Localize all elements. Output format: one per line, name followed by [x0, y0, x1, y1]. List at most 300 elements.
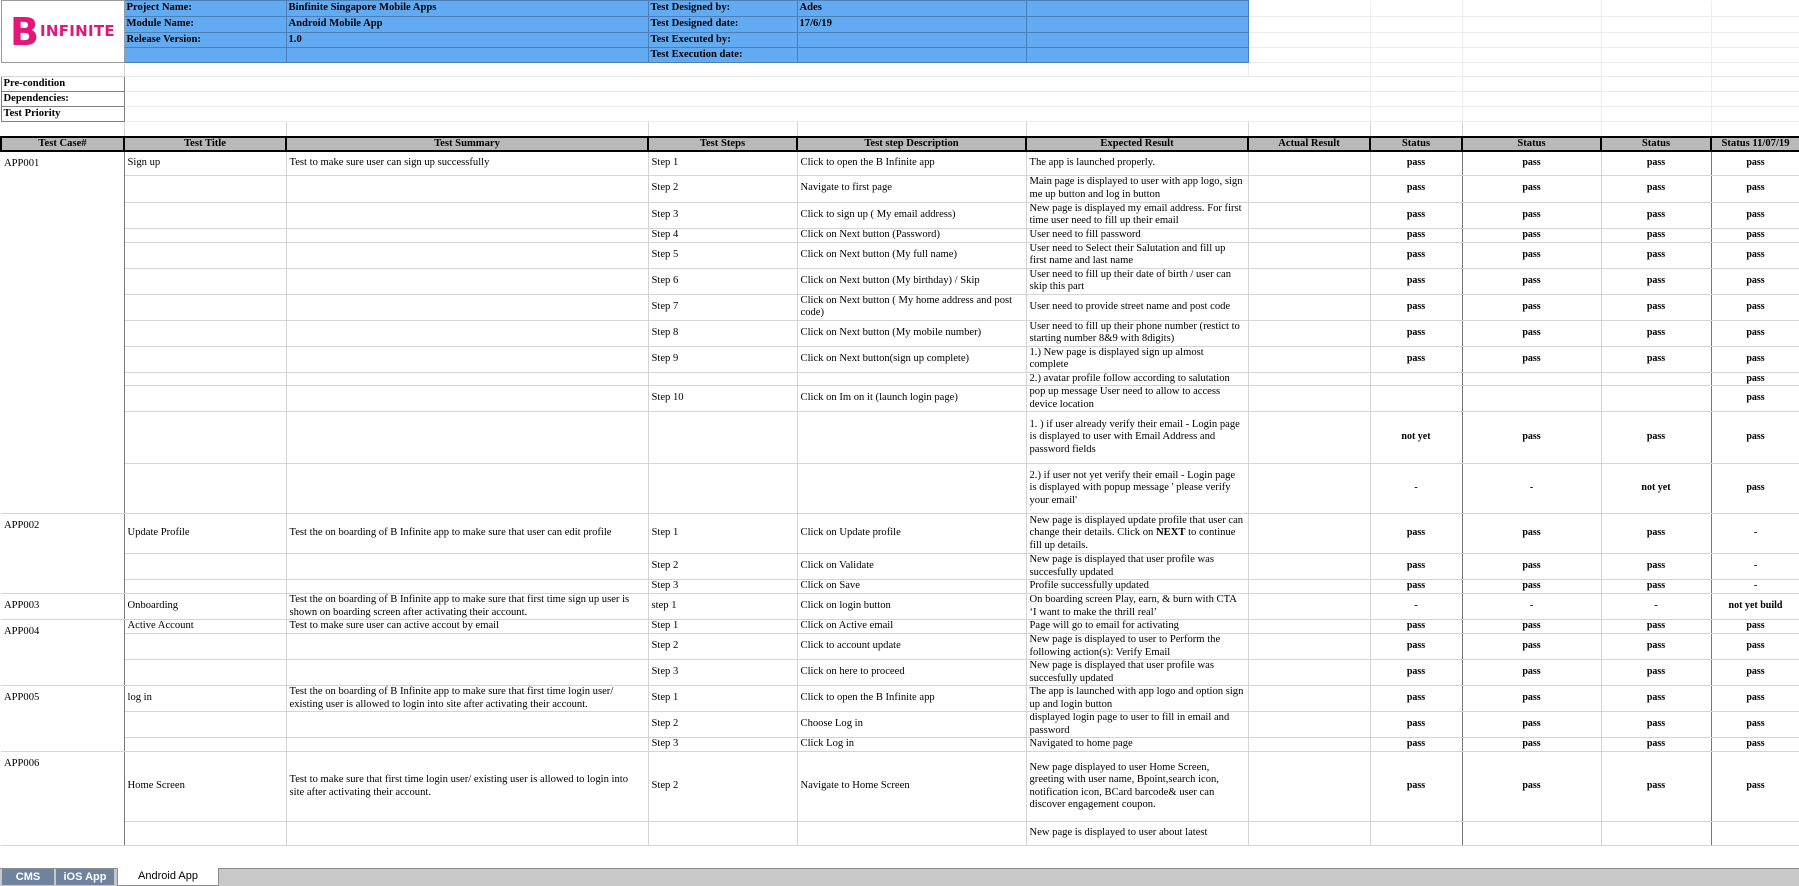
test-summary-cell[interactable] — [286, 320, 648, 346]
test-title-cell[interactable] — [124, 634, 286, 660]
test-summary-cell[interactable]: Test to make sure user can active accout by email — [286, 620, 648, 634]
test-step-cell[interactable]: Step 2 — [648, 752, 797, 822]
status-cell[interactable]: pass — [1462, 228, 1601, 242]
status-cell[interactable] — [1711, 822, 1799, 846]
test-title-cell[interactable] — [124, 268, 286, 294]
status-cell[interactable]: pass — [1711, 620, 1799, 634]
step-description-cell[interactable]: Click on Next button (Password) — [797, 228, 1026, 242]
status-cell[interactable]: pass — [1462, 620, 1601, 634]
test-step-cell[interactable]: Step 1 — [648, 514, 797, 554]
test-summary-cell[interactable] — [286, 202, 648, 228]
status-cell[interactable]: pass — [1370, 712, 1462, 738]
status-cell[interactable]: pass — [1462, 738, 1601, 752]
table-row — [1, 464, 1799, 514]
status-cell[interactable]: pass — [1711, 386, 1799, 412]
release-version-value[interactable]: 1.0 — [286, 33, 648, 48]
test-summary-cell[interactable] — [286, 294, 648, 320]
header-blank-cell[interactable] — [1026, 17, 1248, 33]
test-step-cell[interactable]: Step 1 — [648, 620, 797, 634]
test-summary-cell[interactable] — [286, 464, 648, 514]
status-cell[interactable]: pass — [1370, 175, 1462, 202]
step-description-cell[interactable]: Click on Validate — [797, 554, 1026, 580]
test-title-cell[interactable] — [124, 175, 286, 202]
expected-result-cell[interactable]: User need to fill password — [1026, 228, 1248, 242]
expected-result-cell[interactable]: 1.) New page is displayed sign up almost complete — [1026, 346, 1248, 372]
header-blank-cell[interactable] — [286, 48, 648, 63]
test-summary-cell[interactable] — [286, 346, 648, 372]
status-cell[interactable]: - — [1711, 554, 1799, 580]
actual-result-cell[interactable] — [1248, 660, 1370, 686]
status-cell[interactable]: - — [1370, 464, 1462, 514]
test-step-cell[interactable]: Step 9 — [648, 346, 797, 372]
test-case-id-cell[interactable]: APP006 — [1, 752, 124, 846]
status-cell[interactable]: pass — [1370, 660, 1462, 686]
status-cell[interactable]: pass — [1462, 268, 1601, 294]
actual-result-cell[interactable] — [1248, 320, 1370, 346]
status-cell[interactable]: not yet — [1370, 412, 1462, 464]
status-cell[interactable]: - — [1462, 464, 1601, 514]
status-cell[interactable]: pass — [1370, 738, 1462, 752]
expected-result-cell[interactable]: On boarding screen Play, earn, & burn with CTA ‘I want to make the thrill real’ — [1026, 594, 1248, 620]
step-description-cell[interactable]: Click on Next button (My birthday) / Skip — [797, 268, 1026, 294]
status-cell[interactable]: pass — [1370, 554, 1462, 580]
status-cell[interactable]: pass — [1462, 320, 1601, 346]
designed-date-value[interactable]: 17/6/19 — [797, 17, 1026, 33]
test-title-cell[interactable] — [124, 554, 286, 580]
expected-result-cell[interactable]: New page is displayed my email address. For first time user need to fill up their email — [1026, 202, 1248, 228]
test-title-cell[interactable] — [124, 242, 286, 268]
test-title-cell[interactable]: Home Screen — [124, 752, 286, 822]
status-cell[interactable] — [1370, 822, 1462, 846]
status-cell[interactable]: pass — [1462, 660, 1601, 686]
expected-result-cell[interactable]: User need to Select their Salutation and fill up first name and last name — [1026, 242, 1248, 268]
status-cell[interactable]: pass — [1601, 580, 1711, 594]
test-summary-cell[interactable] — [286, 634, 648, 660]
status-cell[interactable]: pass — [1370, 580, 1462, 594]
status-cell[interactable]: pass — [1601, 514, 1711, 554]
step-description-cell[interactable]: Click to sign up ( My email address) — [797, 202, 1026, 228]
test-summary-cell[interactable] — [286, 268, 648, 294]
step-description-cell[interactable]: Click Log in — [797, 738, 1026, 752]
status-cell[interactable]: pass — [1711, 202, 1799, 228]
step-description-cell[interactable] — [797, 822, 1026, 846]
status-cell[interactable]: pass — [1462, 151, 1601, 175]
status-cell[interactable]: pass — [1601, 738, 1711, 752]
status-cell[interactable]: pass — [1370, 228, 1462, 242]
status-cell[interactable]: pass — [1462, 752, 1601, 822]
status-cell[interactable]: pass — [1711, 660, 1799, 686]
expected-result-cell[interactable]: New page is displayed that user profile was succesfully updated — [1026, 554, 1248, 580]
status-cell[interactable]: pass — [1462, 294, 1601, 320]
status-cell[interactable]: pass — [1711, 268, 1799, 294]
status-cell[interactable]: pass — [1711, 686, 1799, 712]
status-cell[interactable] — [1601, 386, 1711, 412]
actual-result-cell[interactable] — [1248, 175, 1370, 202]
status-cell[interactable]: pass — [1462, 514, 1601, 554]
sheet-tab-cms[interactable]: CMS — [2, 869, 54, 885]
step-description-cell[interactable]: Click to open the B Infinite app — [797, 151, 1026, 175]
test-title-cell[interactable]: Active Account — [124, 620, 286, 634]
status-cell[interactable]: pass — [1601, 320, 1711, 346]
status-cell[interactable] — [1601, 372, 1711, 386]
expected-result-cell[interactable]: New page is displayed to user about latest — [1026, 822, 1248, 846]
test-step-cell[interactable]: Step 2 — [648, 634, 797, 660]
status-cell[interactable]: pass — [1462, 175, 1601, 202]
expected-result-cell[interactable]: pop up message User need to allow to access device location — [1026, 386, 1248, 412]
test-step-cell[interactable]: Step 3 — [648, 202, 797, 228]
execution-date-value[interactable] — [797, 48, 1026, 63]
expected-result-cell[interactable]: Profile successfully updated — [1026, 580, 1248, 594]
status-cell[interactable]: - — [1370, 594, 1462, 620]
step-description-cell[interactable]: Click on login button — [797, 594, 1026, 620]
test-summary-cell[interactable] — [286, 712, 648, 738]
actual-result-cell[interactable] — [1248, 822, 1370, 846]
execution-date-label[interactable]: Test Execution date: — [648, 48, 797, 63]
test-step-cell[interactable]: Step 3 — [648, 660, 797, 686]
step-description-cell[interactable]: Click to open the B Infinite app — [797, 686, 1026, 712]
test-summary-cell[interactable]: Test the on boarding of B Infinite app to make sure that first time sign up user is shown on boarding screen after activating their account. — [286, 594, 648, 620]
actual-result-cell[interactable] — [1248, 228, 1370, 242]
status-cell[interactable]: pass — [1370, 514, 1462, 554]
expected-result-cell[interactable] — [1026, 514, 1248, 554]
status-cell[interactable]: pass — [1462, 412, 1601, 464]
status-cell[interactable]: pass — [1601, 242, 1711, 268]
status-cell[interactable]: pass — [1370, 268, 1462, 294]
test-summary-cell[interactable] — [286, 822, 648, 846]
test-title-cell[interactable] — [124, 464, 286, 514]
test-step-cell[interactable] — [648, 464, 797, 514]
test-summary-cell[interactable]: Test the on boarding of B Infinite app to make sure that user can edit profile — [286, 514, 648, 554]
status-cell[interactable]: pass — [1462, 346, 1601, 372]
expected-result-cell[interactable]: 1. ) if user already verify their email - Login page is displayed to user with Email Address and password fields — [1026, 412, 1248, 464]
step-description-cell[interactable]: Click on Next button (My mobile number) — [797, 320, 1026, 346]
status-cell[interactable]: pass — [1601, 268, 1711, 294]
column-header[interactable]: Status — [1370, 137, 1462, 152]
actual-result-cell[interactable] — [1248, 464, 1370, 514]
status-cell[interactable]: pass — [1462, 712, 1601, 738]
actual-result-cell[interactable] — [1248, 712, 1370, 738]
actual-result-cell[interactable] — [1248, 514, 1370, 554]
test-summary-cell[interactable] — [286, 242, 648, 268]
actual-result-cell[interactable] — [1248, 620, 1370, 634]
test-case-id-cell[interactable]: APP001 — [1, 151, 124, 514]
column-header[interactable]: Test Summary — [286, 137, 648, 152]
status-cell[interactable]: pass — [1370, 294, 1462, 320]
step-description-cell[interactable] — [797, 412, 1026, 464]
test-summary-cell[interactable] — [286, 175, 648, 202]
logo-mark: B — [10, 9, 39, 54]
status-cell[interactable]: pass — [1601, 554, 1711, 580]
status-cell[interactable]: pass — [1370, 242, 1462, 268]
test-summary-cell[interactable] — [286, 386, 648, 412]
test-title-cell[interactable] — [124, 580, 286, 594]
column-header[interactable]: Status 11/07/19 — [1711, 137, 1799, 152]
actual-result-cell[interactable] — [1248, 412, 1370, 464]
test-title-cell[interactable] — [124, 228, 286, 242]
status-cell[interactable]: pass — [1370, 620, 1462, 634]
test-step-cell[interactable]: Step 7 — [648, 294, 797, 320]
step-description-cell[interactable]: Navigate to first page — [797, 175, 1026, 202]
step-description-cell[interactable]: Click on Im on it (launch login page) — [797, 386, 1026, 412]
status-cell[interactable]: pass — [1462, 634, 1601, 660]
status-cell[interactable]: pass — [1601, 660, 1711, 686]
column-header[interactable]: Status — [1462, 137, 1601, 152]
test-step-cell[interactable]: Step 2 — [648, 554, 797, 580]
status-cell[interactable]: pass — [1370, 686, 1462, 712]
table-row — [1, 738, 1799, 752]
status-cell[interactable]: pass — [1370, 346, 1462, 372]
test-title-cell[interactable] — [124, 294, 286, 320]
step-description-cell[interactable]: Choose Log in — [797, 712, 1026, 738]
status-cell[interactable]: pass — [1370, 151, 1462, 175]
column-header[interactable]: Status — [1601, 137, 1711, 152]
expected-result-cell[interactable]: 2.) if user not yet verify their email - Login page is displayed with popup message ' please verify your email' — [1026, 464, 1248, 514]
step-description-cell[interactable]: Click on Update profile — [797, 514, 1026, 554]
expected-result-cell[interactable]: The app is launched with app logo and option sign up and login button — [1026, 686, 1248, 712]
table-row — [1, 242, 1799, 268]
status-cell[interactable]: not yet — [1601, 464, 1711, 514]
test-title-cell[interactable] — [124, 412, 286, 464]
release-version-label[interactable]: Release Version: — [124, 33, 286, 48]
status-cell[interactable]: pass — [1370, 202, 1462, 228]
status-cell[interactable]: - — [1462, 594, 1601, 620]
sheet-tab-ios-app[interactable]: iOS App — [56, 869, 114, 885]
precondition-label[interactable]: Pre-condition — [1, 77, 124, 92]
status-cell[interactable] — [1370, 372, 1462, 386]
actual-result-cell[interactable] — [1248, 386, 1370, 412]
test-step-cell[interactable]: Step 2 — [648, 175, 797, 202]
status-cell[interactable]: pass — [1370, 634, 1462, 660]
expected-result-cell[interactable]: User need to provide street name and post code — [1026, 294, 1248, 320]
status-cell[interactable]: pass — [1370, 752, 1462, 822]
status-cell[interactable] — [1462, 372, 1601, 386]
test-summary-cell[interactable] — [286, 660, 648, 686]
actual-result-cell[interactable] — [1248, 686, 1370, 712]
test-title-cell[interactable] — [124, 372, 286, 386]
step-description-cell[interactable] — [797, 372, 1026, 386]
test-step-cell[interactable]: Step 3 — [648, 580, 797, 594]
actual-result-cell[interactable] — [1248, 594, 1370, 620]
actual-result-cell[interactable] — [1248, 554, 1370, 580]
status-cell[interactable]: pass — [1711, 175, 1799, 202]
status-cell[interactable]: - — [1601, 594, 1711, 620]
column-header[interactable]: Test Steps — [648, 137, 797, 152]
status-cell[interactable]: pass — [1711, 712, 1799, 738]
expected-result-cell[interactable]: Main page is displayed to user with app logo, sign me up button and log in button — [1026, 175, 1248, 202]
status-cell[interactable]: pass — [1601, 712, 1711, 738]
project-name-label[interactable]: Project Name: — [124, 1, 286, 17]
test-summary-cell[interactable]: Test to make sure that first time login user/ existing user is allowed to login into site after activating their account. — [286, 752, 648, 822]
test-summary-cell[interactable]: Test to make sure user can sign up successfully — [286, 151, 648, 175]
test-title-cell[interactable]: Sign up — [124, 151, 286, 175]
test-title-cell[interactable] — [124, 202, 286, 228]
status-cell[interactable]: pass — [1711, 320, 1799, 346]
test-title-cell[interactable]: Onboarding — [124, 594, 286, 620]
test-step-cell[interactable]: Step 4 — [648, 228, 797, 242]
actual-result-cell[interactable] — [1248, 268, 1370, 294]
actual-result-cell[interactable] — [1248, 294, 1370, 320]
step-description-cell[interactable]: Click on Save — [797, 580, 1026, 594]
status-cell[interactable]: not yet build — [1711, 594, 1799, 620]
designed-by-label[interactable]: Test Designed by: — [648, 1, 797, 17]
test-step-cell[interactable]: step 1 — [648, 594, 797, 620]
test-summary-cell[interactable] — [286, 554, 648, 580]
step-description-cell[interactable]: Click on here to proceed — [797, 660, 1026, 686]
test-title-cell[interactable] — [124, 320, 286, 346]
sheet-tab-android-app[interactable]: Android App — [117, 868, 219, 886]
actual-result-cell[interactable] — [1248, 634, 1370, 660]
status-cell[interactable]: pass — [1601, 620, 1711, 634]
status-cell[interactable]: pass — [1601, 686, 1711, 712]
test-title-cell[interactable] — [124, 386, 286, 412]
test-summary-cell[interactable] — [286, 228, 648, 242]
step-description-cell[interactable]: Click on Next button ( My home address and post code) — [797, 294, 1026, 320]
test-step-cell[interactable]: Step 3 — [648, 738, 797, 752]
test-title-cell[interactable] — [124, 660, 286, 686]
status-cell[interactable]: pass — [1711, 346, 1799, 372]
status-cell[interactable]: pass — [1711, 372, 1799, 386]
status-cell[interactable]: pass — [1601, 294, 1711, 320]
dependencies-value[interactable] — [124, 92, 1370, 107]
test-step-cell[interactable] — [648, 822, 797, 846]
status-cell[interactable]: pass — [1462, 202, 1601, 228]
status-cell[interactable]: pass — [1711, 634, 1799, 660]
status-cell[interactable]: pass — [1711, 228, 1799, 242]
test-summary-cell[interactable] — [286, 738, 648, 752]
expected-result-cell[interactable]: User need to fill up their phone number (restict to starting number 8&9 with 8digits) — [1026, 320, 1248, 346]
test-priority-value[interactable] — [124, 107, 1370, 122]
module-name-value[interactable]: Android Mobile App — [286, 17, 648, 33]
status-cell[interactable]: pass — [1601, 202, 1711, 228]
test-summary-cell[interactable] — [286, 412, 648, 464]
status-cell[interactable]: pass — [1601, 752, 1711, 822]
header-blank-cell[interactable] — [124, 48, 286, 63]
actual-result-cell[interactable] — [1248, 242, 1370, 268]
step-description-cell[interactable]: Navigate to Home Screen — [797, 752, 1026, 822]
actual-result-cell[interactable] — [1248, 346, 1370, 372]
status-cell[interactable] — [1601, 822, 1711, 846]
step-description-cell[interactable]: Click to account update — [797, 634, 1026, 660]
actual-result-cell[interactable] — [1248, 372, 1370, 386]
test-step-cell[interactable]: Step 1 — [648, 686, 797, 712]
test-step-cell[interactable]: Step 1 — [648, 151, 797, 175]
expected-result-cell[interactable]: New page is displayed that user profile was succesfully updated — [1026, 660, 1248, 686]
status-cell[interactable]: pass — [1462, 580, 1601, 594]
status-cell[interactable] — [1370, 386, 1462, 412]
test-case-id-cell[interactable]: APP005 — [1, 686, 124, 752]
expected-result-cell[interactable]: displayed login page to user to fill in email and password — [1026, 712, 1248, 738]
header-blank-cell[interactable] — [1026, 1, 1248, 17]
expected-result-cell[interactable]: 2.) avatar profile follow according to salutation — [1026, 372, 1248, 386]
test-step-cell[interactable]: Step 10 — [648, 386, 797, 412]
expected-result-cell[interactable]: New page is displayed to user to Perform the following action(s): Verify Email — [1026, 634, 1248, 660]
status-cell[interactable]: pass — [1711, 294, 1799, 320]
test-step-cell[interactable]: Step 8 — [648, 320, 797, 346]
column-header[interactable]: Test Title — [124, 137, 286, 152]
project-name-value[interactable]: Binfinite Singapore Mobile Apps — [286, 1, 648, 17]
test-title-cell[interactable]: Update Profile — [124, 514, 286, 554]
test-summary-cell[interactable] — [286, 580, 648, 594]
status-cell[interactable] — [1462, 386, 1601, 412]
status-cell[interactable]: pass — [1601, 634, 1711, 660]
test-summary-cell[interactable] — [286, 372, 648, 386]
status-cell[interactable]: pass — [1462, 242, 1601, 268]
module-name-label[interactable]: Module Name: — [124, 17, 286, 33]
expected-result-cell[interactable]: Navigated to home page — [1026, 738, 1248, 752]
expected-result-cell[interactable]: Page will go to email for activating — [1026, 620, 1248, 634]
column-header[interactable]: Test step Description — [797, 137, 1026, 152]
status-cell[interactable] — [1462, 822, 1601, 846]
expected-result-cell[interactable]: The app is launched properly. — [1026, 151, 1248, 175]
step-description-cell[interactable] — [797, 464, 1026, 514]
designed-date-label[interactable]: Test Designed date: — [648, 17, 797, 33]
status-cell[interactable]: pass — [1711, 412, 1799, 464]
test-step-cell[interactable] — [648, 412, 797, 464]
step-description-cell[interactable]: Click on Active email — [797, 620, 1026, 634]
test-title-cell[interactable] — [124, 822, 286, 846]
test-step-cell[interactable]: Step 2 — [648, 712, 797, 738]
actual-result-cell[interactable] — [1248, 151, 1370, 175]
status-cell[interactable]: pass — [1370, 320, 1462, 346]
step-description-cell[interactable]: Click on Next button (My full name) — [797, 242, 1026, 268]
header-blank-cell[interactable] — [1026, 48, 1248, 63]
actual-result-cell[interactable] — [1248, 202, 1370, 228]
test-title-cell[interactable] — [124, 712, 286, 738]
dependencies-label[interactable]: Dependencies: — [1, 92, 124, 107]
test-case-id-cell[interactable]: APP003 — [1, 594, 124, 620]
column-header[interactable]: Test Case# — [1, 137, 124, 152]
column-header[interactable]: Actual Result — [1248, 137, 1370, 152]
test-case-id-cell[interactable]: APP004 — [1, 620, 124, 686]
status-cell[interactable]: - — [1711, 580, 1799, 594]
status-cell[interactable]: pass — [1711, 464, 1799, 514]
status-cell[interactable]: - — [1711, 514, 1799, 554]
status-cell[interactable]: pass — [1601, 151, 1711, 175]
column-header[interactable]: Expected Result — [1026, 137, 1248, 152]
test-title-cell[interactable]: log in — [124, 686, 286, 712]
expected-result-cell[interactable]: User need to fill up their date of birth / user can skip this part — [1026, 268, 1248, 294]
header-blank-cell[interactable] — [1026, 33, 1248, 48]
executed-by-value[interactable] — [797, 33, 1026, 48]
status-cell[interactable]: pass — [1711, 738, 1799, 752]
test-step-cell[interactable]: Step 5 — [648, 242, 797, 268]
status-cell[interactable]: pass — [1711, 242, 1799, 268]
test-title-cell[interactable] — [124, 346, 286, 372]
status-cell[interactable]: pass — [1601, 346, 1711, 372]
status-cell[interactable]: pass — [1711, 752, 1799, 822]
status-cell[interactable]: pass — [1601, 228, 1711, 242]
test-case-id-cell[interactable]: APP002 — [1, 514, 124, 594]
status-cell[interactable]: pass — [1601, 412, 1711, 464]
status-cell[interactable]: pass — [1462, 554, 1601, 580]
expected-result-cell[interactable]: New page displayed to user Home Screen, greeting with user name, Bpoint,search icon, notification icon, BCard barcode& user can discover engagement coupon. — [1026, 752, 1248, 822]
status-cell[interactable]: pass — [1462, 686, 1601, 712]
actual-result-cell[interactable] — [1248, 752, 1370, 822]
designed-by-value[interactable]: Ades — [797, 1, 1026, 17]
test-title-cell[interactable] — [124, 738, 286, 752]
status-cell[interactable]: pass — [1711, 151, 1799, 175]
test-step-cell[interactable]: Step 6 — [648, 268, 797, 294]
test-priority-label[interactable]: Test Priority — [1, 107, 124, 122]
status-cell[interactable]: pass — [1601, 175, 1711, 202]
actual-result-cell[interactable] — [1248, 738, 1370, 752]
test-step-cell[interactable] — [648, 372, 797, 386]
step-description-cell[interactable]: Click on Next button(sign up complete) — [797, 346, 1026, 372]
actual-result-cell[interactable] — [1248, 580, 1370, 594]
precondition-value[interactable] — [124, 77, 1370, 92]
test-summary-cell[interactable]: Test the on boarding of B Infinite app to make sure that first time login user/ existing user is allowed to login into site after activating their account. — [286, 686, 648, 712]
executed-by-label[interactable]: Test Executed by: — [648, 33, 797, 48]
